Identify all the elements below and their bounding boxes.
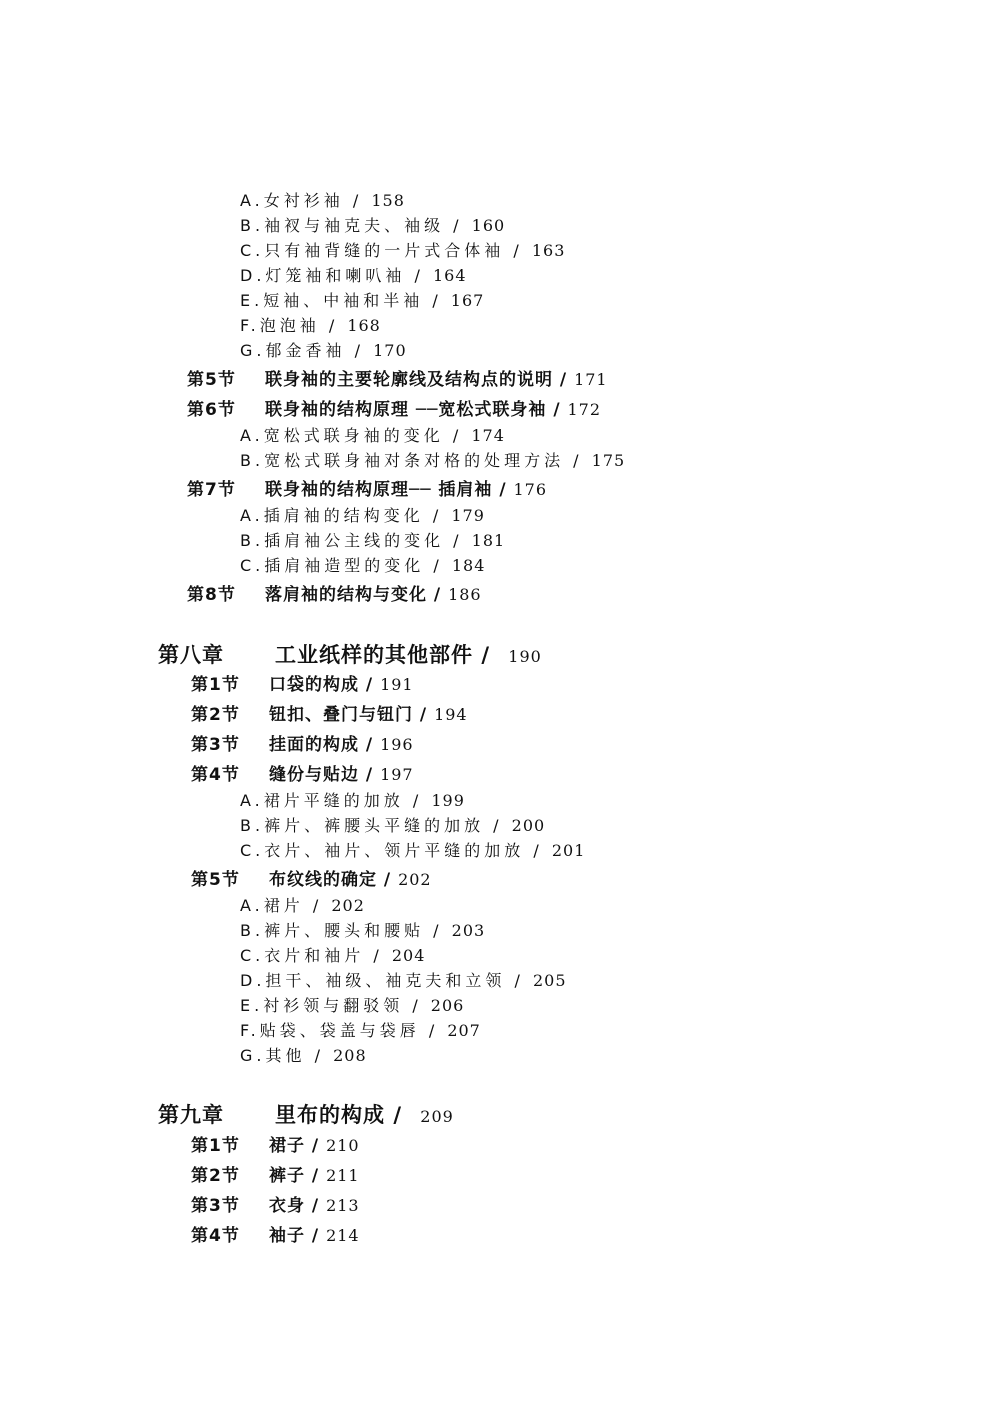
entry-title: 裤片、腰头和腰贴: [264, 921, 425, 940]
entry-number: B.: [240, 921, 265, 940]
page-number: 171: [574, 370, 608, 389]
subsection-entry: [240, 558, 485, 574]
page-separator: /: [373, 946, 383, 965]
entry-title: 裙片平缝的加放: [263, 791, 404, 810]
entry-number: 第6节: [187, 400, 236, 420]
subsection-entry: [240, 428, 505, 444]
subsection-entry: [240, 898, 365, 914]
subsection-entry: [240, 1023, 481, 1039]
entry-title: 工业纸样的其他部件: [275, 643, 473, 667]
page-separator: /: [433, 556, 443, 575]
entry-title: 挂面的构成: [269, 735, 359, 755]
page-separator: /: [311, 1166, 320, 1186]
entry-title: 泡泡袖: [259, 316, 320, 335]
entry-title: 贴袋、袋盖与袋唇: [259, 1021, 420, 1040]
page-separator: /: [493, 816, 503, 835]
entry-title: 衬衫领与翻驳领: [263, 996, 404, 1015]
page-number: 164: [433, 266, 467, 285]
entry-title: 插肩袖公主线的变化: [264, 531, 445, 550]
page-separator: /: [312, 896, 323, 915]
page-separator: /: [354, 341, 364, 360]
entry-number: F.: [240, 1021, 260, 1040]
entry-number: F.: [240, 316, 260, 335]
entry-title: 袖子: [269, 1226, 305, 1246]
section-entry: [191, 737, 414, 754]
subsection-entry: [240, 923, 485, 939]
entry-number: 第八章: [158, 643, 224, 667]
section-entry: [191, 767, 414, 784]
section-entry: [191, 677, 414, 694]
entry-number: 第1节: [191, 675, 240, 695]
page-number: 158: [371, 191, 405, 210]
page-separator: /: [311, 1196, 320, 1216]
entry-title: 口袋的构成: [269, 675, 359, 695]
page-number: 181: [471, 531, 506, 550]
page-separator: /: [559, 370, 568, 390]
page-number: 194: [434, 705, 468, 724]
page-separator: /: [533, 841, 543, 860]
chapter-entry: [158, 1105, 454, 1126]
section-entry: [191, 872, 432, 889]
subsection-entry: [240, 1048, 367, 1064]
entry-title: 其他: [265, 1046, 306, 1065]
entry-number: A.: [240, 191, 264, 210]
page-number: 201: [551, 841, 586, 860]
entry-number: E.: [240, 291, 264, 310]
entry-number: B.: [240, 531, 265, 550]
subsection-entry: [240, 948, 425, 964]
entry-title: 布纹线的确定: [269, 870, 377, 890]
page-number: 203: [451, 921, 486, 940]
section-entry: [191, 1198, 360, 1215]
subsection-entry: [240, 243, 565, 259]
entry-number: B.: [240, 816, 265, 835]
page-separator: /: [311, 1136, 320, 1156]
entry-title: 担干、袖级、袖克夫和立领: [265, 971, 506, 990]
page-separator: /: [428, 1021, 439, 1040]
page-separator: /: [365, 735, 374, 755]
page-number: 160: [471, 216, 506, 235]
entry-title: 衣身: [269, 1196, 305, 1216]
entry-number: 第九章: [158, 1103, 224, 1127]
page-number: 179: [451, 506, 485, 525]
section-entry: [187, 402, 601, 419]
page-number: 213: [326, 1196, 360, 1215]
entry-number: G.: [240, 1046, 266, 1065]
entry-title: 袖衩与袖克夫、袖级: [264, 216, 445, 235]
page-separator: /: [412, 996, 422, 1015]
subsection-entry: [240, 533, 505, 549]
page-number: 208: [333, 1046, 367, 1065]
entry-title: 裤子: [269, 1166, 305, 1186]
page-separator: /: [433, 921, 443, 940]
page-number: 196: [380, 735, 414, 754]
page-number: 190: [508, 647, 542, 666]
subsection-entry: [240, 508, 485, 524]
page-number: 176: [513, 480, 547, 499]
entry-title: 联身袖的结构原理── 插肩袖: [265, 480, 493, 500]
page-number: 174: [471, 426, 505, 445]
page-separator: /: [414, 266, 424, 285]
entry-title: 插肩袖造型的变化: [264, 556, 425, 575]
section-entry: [191, 1228, 360, 1245]
entry-number: C.: [240, 241, 265, 260]
page-number: 186: [448, 585, 482, 604]
page-separator: /: [432, 506, 443, 525]
page-separator: /: [412, 791, 423, 810]
page-separator: /: [383, 870, 392, 890]
page-separator: /: [553, 400, 561, 420]
page-number: 168: [347, 316, 381, 335]
entry-title: 裤片、裤腰头平缝的加放: [264, 816, 485, 835]
page-number: 170: [373, 341, 407, 360]
entry-title: 宽松式联身袖对条对格的处理方法: [264, 451, 565, 470]
page-separator: /: [365, 675, 374, 695]
section-entry: [191, 1138, 360, 1155]
subsection-entry: [240, 973, 567, 989]
entry-number: 第2节: [191, 1166, 240, 1186]
entry-number: B.: [240, 451, 265, 470]
page-number: 200: [511, 816, 546, 835]
page-separator: /: [419, 705, 428, 725]
page-separator: /: [311, 1226, 320, 1246]
page-separator: /: [393, 1103, 402, 1127]
entry-number: 第5节: [187, 370, 236, 390]
entry-number: 第3节: [191, 1196, 240, 1216]
page-number: 209: [420, 1107, 454, 1126]
page-separator: /: [499, 480, 507, 500]
entry-title: 钮扣、叠门与钮门: [269, 705, 413, 725]
page-number: 204: [391, 946, 426, 965]
entry-title: 插肩袖的结构变化: [263, 506, 424, 525]
page-separator: /: [453, 216, 463, 235]
page-number: 167: [450, 291, 485, 310]
section-entry: [187, 482, 547, 499]
subsection-entry: [240, 793, 465, 809]
entry-number: A.: [240, 506, 264, 525]
entry-title: 衣片和袖片: [264, 946, 365, 965]
subsection-entry: [240, 193, 405, 209]
page-separator: /: [452, 426, 463, 445]
entry-number: C.: [240, 946, 265, 965]
page-number: 172: [567, 400, 601, 419]
entry-title: 里布的构成: [275, 1103, 385, 1127]
page-number: 214: [326, 1226, 360, 1245]
page-number: 202: [398, 870, 432, 889]
page-separator: /: [513, 241, 523, 260]
entry-number: A.: [240, 896, 264, 915]
subsection-entry: [240, 453, 625, 469]
subsection-entry: [240, 268, 467, 284]
page-number: 206: [430, 996, 465, 1015]
page-number: 191: [380, 675, 414, 694]
subsection-entry: [240, 843, 585, 859]
entry-number: 第1节: [191, 1136, 240, 1156]
page-separator: /: [514, 971, 524, 990]
page-number: 163: [531, 241, 566, 260]
section-entry: [191, 707, 468, 724]
page-number: 199: [431, 791, 465, 810]
page-number: 184: [451, 556, 486, 575]
entry-number: B.: [240, 216, 265, 235]
entry-number: A.: [240, 426, 264, 445]
page-separator: /: [573, 451, 583, 470]
section-entry: [187, 372, 608, 389]
page-separator: /: [481, 643, 490, 667]
entry-number: C.: [240, 556, 265, 575]
entry-number: D.: [240, 266, 266, 285]
entry-number: 第4节: [191, 765, 240, 785]
page-separator: /: [433, 585, 442, 605]
entry-number: 第5节: [191, 870, 240, 890]
entry-number: G.: [240, 341, 266, 360]
page-number: 207: [447, 1021, 481, 1040]
entry-title: 联身袖的主要轮廓线及结构点的说明: [265, 370, 553, 390]
page-separator: /: [453, 531, 463, 550]
entry-number: 第4节: [191, 1226, 240, 1246]
entry-title: 郁金香袖: [265, 341, 346, 360]
page-separator: /: [328, 316, 339, 335]
subsection-entry: [240, 818, 545, 834]
entry-number: D.: [240, 971, 266, 990]
page-separator: /: [352, 191, 363, 210]
entry-title: 宽松式联身袖的变化: [263, 426, 444, 445]
entry-title: 联身袖的结构原理 ──宽松式联身袖: [265, 400, 547, 420]
page-separator: /: [432, 291, 442, 310]
entry-number: E.: [240, 996, 264, 1015]
page-number: 211: [326, 1166, 360, 1185]
page-number: 202: [331, 896, 365, 915]
entry-title: 裙子: [269, 1136, 305, 1156]
entry-title: 落肩袖的结构与变化: [265, 585, 427, 605]
chapter-entry: [158, 645, 542, 666]
entry-title: 衣片、袖片、领片平缝的加放: [264, 841, 525, 860]
page-separator: /: [314, 1046, 324, 1065]
entry-number: 第7节: [187, 480, 236, 500]
page-number: 205: [533, 971, 567, 990]
page-number: 210: [326, 1136, 360, 1155]
entry-title: 短袖、中袖和半袖: [263, 291, 424, 310]
entry-title: 灯笼袖和喇叭袖: [265, 266, 406, 285]
page-separator: /: [365, 765, 374, 785]
subsection-entry: [240, 293, 484, 309]
entry-title: 女衬衫袖: [263, 191, 344, 210]
subsection-entry: [240, 218, 505, 234]
entry-title: 裙片: [263, 896, 304, 915]
entry-title: 缝份与贴边: [269, 765, 359, 785]
entry-number: 第2节: [191, 705, 240, 725]
subsection-entry: [240, 998, 464, 1014]
entry-number: 第8节: [187, 585, 236, 605]
page-number: 197: [380, 765, 414, 784]
entry-number: A.: [240, 791, 264, 810]
section-entry: [191, 1168, 360, 1185]
entry-number: 第3节: [191, 735, 240, 755]
subsection-entry: [240, 343, 407, 359]
page-number: 175: [591, 451, 626, 470]
entry-number: C.: [240, 841, 265, 860]
subsection-entry: [240, 318, 381, 334]
entry-title: 只有袖背缝的一片式合体袖: [264, 241, 505, 260]
section-entry: [187, 587, 482, 604]
